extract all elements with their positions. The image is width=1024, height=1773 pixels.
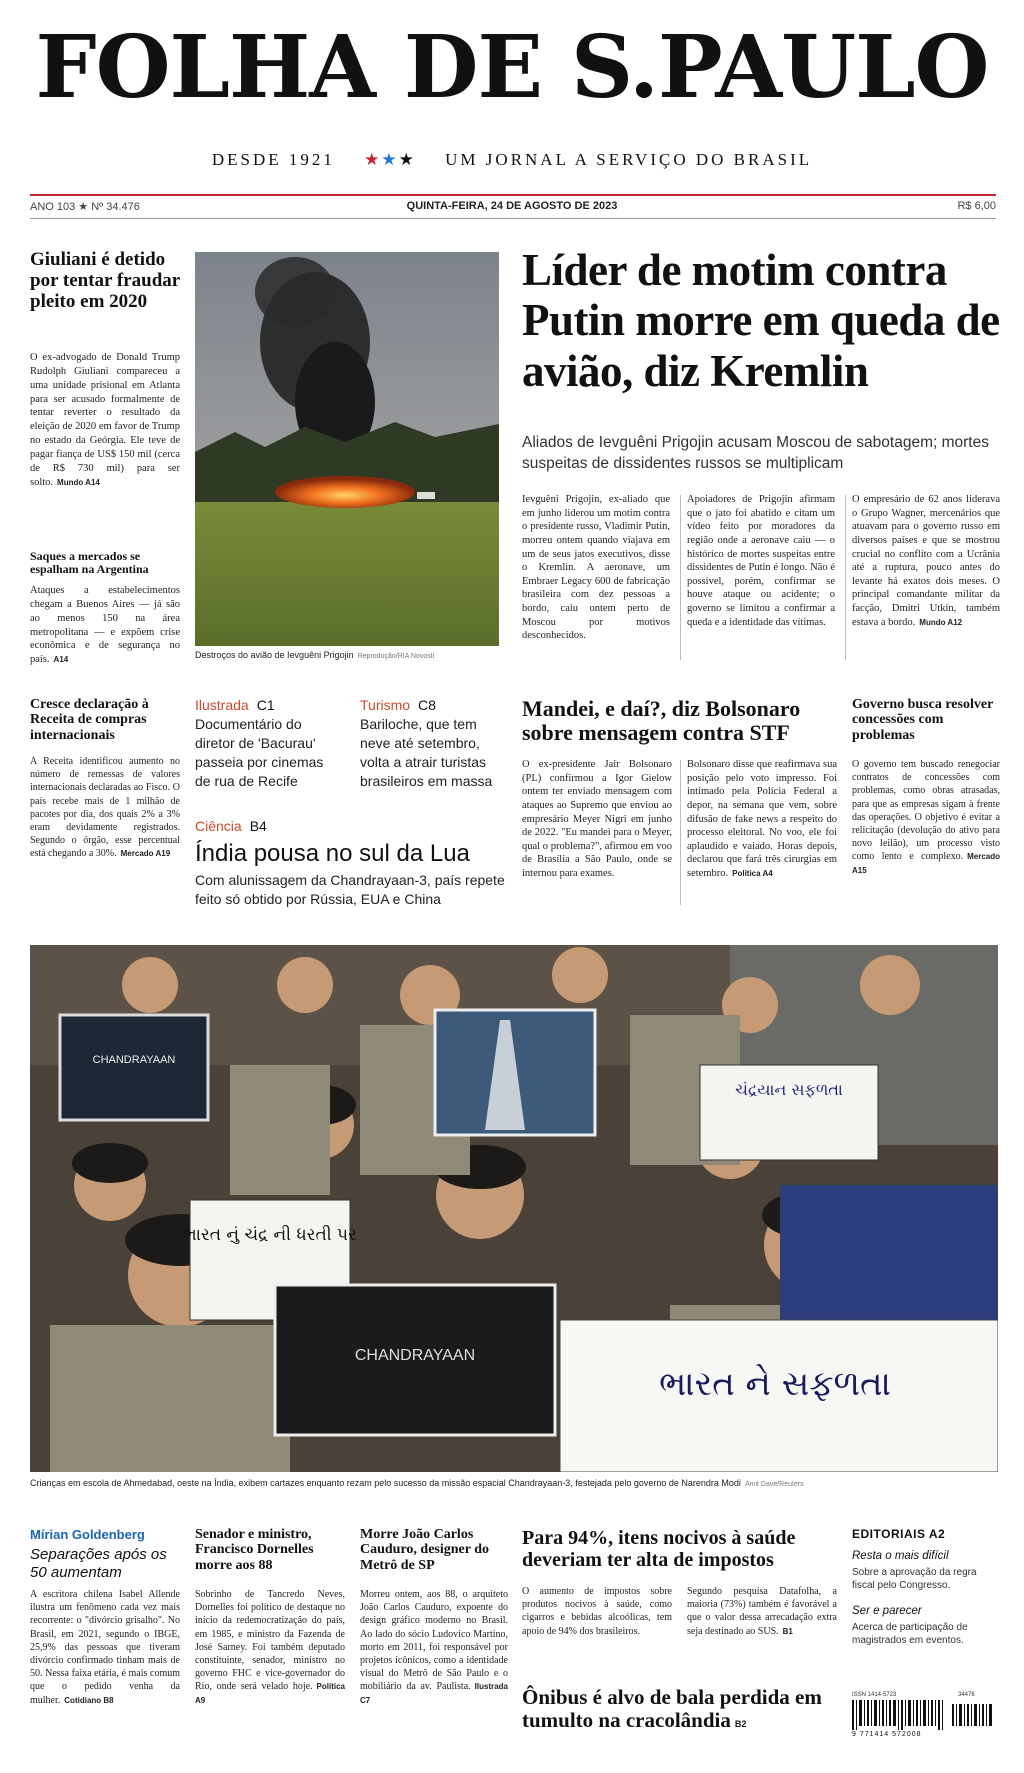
issn-label: ISSN 1414-5723: [852, 1692, 897, 1698]
lead-col-2: Apoiadores de Prigojin afirmam que o jato foi abatido e citam um vídeo feito por moradores da região onde a aeronave caiu — o histórico de mortes suspeitas entre dissidentes de Putin é longo. Não é possível, porém, confirmar se houve ataque ou acidente; o governo se limitou a confirmar a queda e a identidade das vítimas.: [687, 494, 835, 628]
masthead-title: FOLHA DE S.PAULO: [35, 17, 989, 118]
sign-center-text: CHANDRAYAAN: [354, 1347, 476, 1364]
editorial-2-text: Acerca de participação de magistrados em eventos.: [852, 1622, 968, 1646]
motto-label: UM JORNAL A SERVIÇO DO BRASIL: [445, 150, 813, 169]
sign-bottom-right-text: ભારત ને સફળતા: [659, 1364, 891, 1404]
bolsonaro-col-2: Bolsonaro disse que reafirmava sua posição pelo voto impresso. Foi intimado pela Polícia Federal a depor, na semana que vem, sobre difusão de fake news a respeito do processo eleitoral. No voo, ele foi aplaudido e vaiado. Horas depois, declarou que fará três cirurgias em setembro. Política A4: [687, 759, 837, 880]
ilustrada-kicker: Ilustrada: [195, 697, 249, 713]
bolsonaro-col-1: O ex-presidente Jair Bolsonaro (PL) confirmou a Igor Gielow ontem ter enviado mensagem com ataques ao Supremo que enviou ao empresário Meyer Nigri em junho de 2022. "Eu mandei para o Meyer, qual o problema?", afirmou em voo de Brasília a São Paulo, onde se internou para exames.: [522, 759, 672, 880]
three-stars-icon: ★★★: [364, 150, 416, 169]
dornelles-headline[interactable]: Senador e ministro, Francisco Dornelles morre aos 88: [195, 1527, 314, 1573]
ciencia-ref: B4: [249, 818, 267, 834]
goldenberg-author[interactable]: Mírian Goldenberg: [30, 1527, 145, 1542]
issue-price: R$ 6,00: [957, 200, 996, 212]
sign-left-text: CHANDRAYAAN: [92, 1054, 176, 1066]
column-divider: [680, 760, 681, 905]
dornelles-body: Sobrinho de Tancredo Neves, Dornelles foi político de destaque no início da redemocratização do país, em 1985, e ministro da Fazenda de José Sarney. Foi também deputado constituinte, senador, ministro no governo FHC e vice-governador do Rio, onde será velado hoje. Política A9: [195, 1589, 345, 1705]
concessoes-headline[interactable]: Governo busca resolver concessões com problemas: [852, 697, 994, 743]
sign-middle-left-text: ભારત નું ચંદ્ર ની ધરતી પર: [183, 1225, 357, 1245]
bolsonaro-headline[interactable]: Mandei, e daí?, diz Bolsonaro sobre mensagem contra STF: [522, 696, 801, 746]
barcode-digits: 9 771414 572008: [852, 1731, 922, 1738]
dateline-rule: [30, 218, 996, 219]
onibus-headline[interactable]: Ônibus é alvo de bala perdida em tumulto na cracolândia B2: [522, 1685, 822, 1733]
ciencia-kicker: Ciência: [195, 818, 242, 834]
column-divider: [845, 495, 846, 660]
masthead-tagline: [0, 150, 1024, 170]
plane-photo-caption: Destroços do avião de Ievguêni Prigojin Reprodução/RIA Novosti: [195, 650, 435, 660]
ilustrada-text: Documentário do diretor de 'Bacurau' passeia por cinemas de rua de Recife: [195, 716, 324, 789]
impostos-headline[interactable]: Para 94%, itens nocivos à saúde deveriam ter alta de impostos: [522, 1527, 796, 1571]
argentina-body: Ataques a estabelecimentos chegam a Buenos Aires — já são ao menos 150 na área metropolitana — e expõem crise econômica e de segurança no país. A14: [30, 585, 180, 666]
ciencia-headline: Índia pousa no sul da Lua: [195, 840, 470, 867]
issue-date: QUINTA-FEIRA, 24 DE AGOSTO DE 2023: [406, 200, 618, 212]
cauduro-headline[interactable]: Morre João Carlos Cauduro, designer do Metrô de SP: [360, 1527, 490, 1573]
editorial-1-title[interactable]: Resta o mais difícil: [852, 1550, 949, 1562]
giuliani-body: O ex-advogado de Donald Trump Rudolph Giuliani compareceu a uma unidade prisional em Atlanta para ser acusado formalmente de tentar reverter o resultado da eleição de 2020 em favor de Trump no estado da Geórgia. Ele teve de pagar fiança de US$ 150 mil (cerca de R$ 730 mil) para ser solto. Mundo A14: [30, 352, 180, 488]
sign-right-text: ચંદ્રયાન સફળતા: [735, 1080, 843, 1099]
editorial-2-title[interactable]: Ser e parecer: [852, 1605, 922, 1617]
goldenberg-title[interactable]: Separações após os 50 aumentam: [30, 1546, 167, 1581]
lead-deck: Aliados de Ievguêni Prigojin acusam Moscou de sabotagem; mortes suspeitas de dissidentes russos se multiplicam: [522, 434, 989, 472]
turismo-text: Bariloche, que tem neve até setembro, volta a atrair turistas brasileiros em massa: [360, 716, 493, 789]
lead-col-1: Ievguêni Prigojin, ex-aliado que em junho liderou um motim contra o presidente russo, Vladimir Putin, morreu ontem quando viajava em um de seus jatos executivos, disse o Kremlin. A aeronave, um Embraer Legacy 600 de fabricação brasileira com dez pessoas a bordo, caiu ontem perto de Moscou por motivos desconhecidos.: [522, 494, 670, 642]
since-label: DESDE 1921: [211, 150, 335, 169]
ciencia-text: Com alunissagem da Chandrayaan-3, país repete feito só obtido por Rússia, EUA e China: [195, 872, 505, 907]
impostos-col-2: Segundo pesquisa Datafolha, a maioria (73%) também é favorável a que o valor dessa arrecadação extra seja destinado ao SUS. B1: [687, 1586, 837, 1637]
goldenberg-body: A escritora chilena Isabel Allende ilustra um fenômeno cada vez mais recorrente: o "divórcio grisalho". No Brasil, em 2021, segundo o IBGE, 25,9% das pessoas que tiveram divórcio confirmado tinham mais de 50. Nessa faixa etária, é mais comum que o pedido venha da mulher. Cotidiano B8: [30, 1589, 180, 1706]
impostos-col-1: O aumento de impostos sobre produtos nocivos à saúde, como cigarros e bebidas alcoólicas, tem apoio de 94% dos brasileiros.: [522, 1586, 672, 1637]
barcode-icon: [852, 1700, 1000, 1730]
argentina-headline[interactable]: Saques a mercados se espalham na Argentina: [30, 549, 149, 577]
giuliani-headline[interactable]: Giuliani é detido por tentar fraudar pleito em 2020: [30, 249, 180, 312]
children-praying-photo: [30, 945, 998, 1472]
lead-headline[interactable]: Líder de motim contra Putin morre em queda de avião, diz Kremlin: [522, 245, 1000, 396]
turismo-ref: C8: [418, 697, 436, 713]
ciencia-teaser[interactable]: [195, 818, 505, 909]
ilustrada-ref: C1: [256, 697, 275, 713]
barcode-number: 34476: [958, 1692, 975, 1698]
plane-wreck-photo: [195, 252, 499, 646]
turismo-teaser[interactable]: [360, 697, 505, 791]
receita-headline[interactable]: Cresce declaração à Receita de compras internacionais: [30, 697, 149, 743]
children-photo-caption: Crianças em escola de Ahmedabad, oeste na Índia, exibem cartazes enquanto rezam pelo sucesso da missão espacial Chandrayaan-3, festejada pelo governo de Narendra Modi Amit Dave/Reuters: [30, 1478, 804, 1488]
editorial-1-text: Sobre a aprovação da regra fiscal pelo Congresso.: [852, 1567, 977, 1591]
edition-number: ANO 103 ★ Nº 34.476: [30, 201, 140, 213]
masthead-rule: [30, 194, 996, 196]
concessoes-body: O governo tem buscado renegociar contratos de concessões com problemas, como obras atrasadas, para que as empresas sigam à frente das operações. O objetivo é evitar a relicitação (devolução do ativo para novo leilão), um processo visto como lento e complexo. Mercado A15: [852, 759, 1000, 875]
editoriais-label: EDITORIAIS A2: [852, 1527, 946, 1541]
ilustrada-teaser[interactable]: [195, 697, 340, 791]
cauduro-body: Morreu ontem, aos 88, o arquiteto João Carlos Cauduro, expoente do design gráfico moderno no Brasil. Ao lado do sócio Ludovico Martino, morto em 2011, foi responsável por projetos icônicos, como a identidade visual do Metrô de São Paulo e o mobiliário da av. Paulista. Ilustrada C7: [360, 1589, 508, 1705]
column-divider: [680, 495, 681, 660]
lead-col-3: O empresário de 62 anos liderava o Grupo Wagner, mercenários que atuavam para o governo russo em diversos países e que se mostrou crucial no conflito com a Ucrânia até a ruptura, pouco antes do levante há exatos dois meses. O principal comandante militar da facção, Dmitri Utkin, também estava a bordo. Mundo A12: [852, 494, 1000, 628]
turismo-kicker: Turismo: [360, 697, 411, 713]
receita-body: A Receita identificou aumento no número de remessas de valores internacionais declaradas ao Fisco. O país recebe mais de 1 milhão de pacotes por dia, dos quais 2% a 3% eram devidamente registrados. Segundo o órgão, esse percentual está chegando a 30%. Mercado A19: [30, 756, 180, 860]
